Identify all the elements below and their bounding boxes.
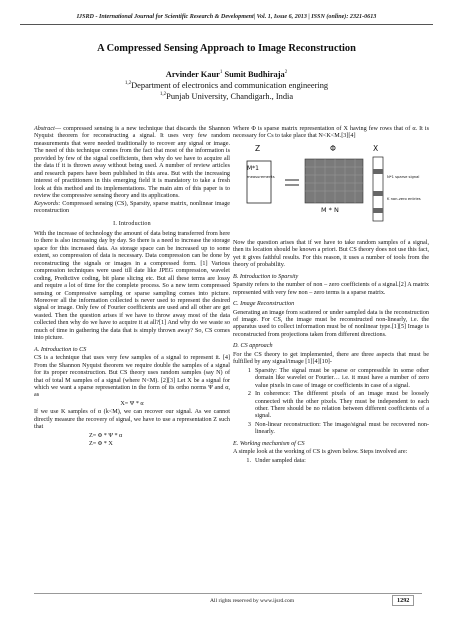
fig-label-x: X	[373, 143, 379, 153]
list-number: 1.	[246, 457, 251, 464]
list-text: Under sampled data:	[255, 457, 306, 464]
x-nonzero-entry	[373, 169, 383, 174]
subsection-heading: D. CS approach	[233, 343, 273, 350]
affil-text: Department of electronics and communication engineering	[131, 81, 329, 90]
affil-sup: 1,2	[159, 92, 167, 98]
fig-label-sparse-signal: N*1 sparse signal	[387, 174, 420, 179]
reconstruction-paragraph: Generating an image from scattered or under sampled data is the reconstruction of image. For CS, the image must be reconstructed non-linearly, i.e. the apparatus used to collect information must be of nonlinear type.[1][5] Image is reconstructed from projections taken from different directions.	[233, 309, 429, 338]
cs-intro-paragraph: CS is a technique that uses very few samples of a signal to represent it. [4] From the Shannon Nyquist theorem we require double the samples of a signal for its proper reconstruction. But CS theory uses random samples (say N) of that of total M samples of a signal (where N<M). [2][3] Let X be a signal for which we want a sparse representation in the form of its ortho norms Ψ and α, as	[34, 355, 230, 399]
abstract-text: — compressed sensing is a new technique that discards the Shannon Nyquist theorem for reconstructing a signal. It uses very few random measurements that were needed traditionally to recover any signal or image. The need of this technique comes from the fact that most of the information is provided by few of the signal coefficients, then why do we have to acquire all the data if it is thrown away without being used. A number of review articles and research papers have been published in this area. But with the increasing interest of practitioners in this emerging field it is mandatory to take a fresh look at this method and its implementations. The main aim of this paper is to review the compressive sensing theory and its applications.	[34, 126, 230, 200]
abstract-label: Abstract	[34, 126, 55, 132]
random-samples-paragraph: Now the question arises that if we have to take random samples of a signal, then its location should be known a priori. But CS theory does not use this fact, yet it gives faithful results. For this reason, it uses a number of tools from the theory of probability.	[233, 239, 429, 269]
paper-title: A Compressed Sensing Approach to Image Reconstruction	[97, 43, 356, 54]
equation: X= Ψ * α	[120, 400, 144, 407]
list-text: Non-linear reconstruction: The image/signal must be recovered non-linearly.	[255, 421, 429, 436]
cs-aspects-list	[233, 368, 429, 437]
equation: Z= Φ * Ψ * α	[89, 432, 123, 439]
fig-label-nonzero: K non-zero entries	[387, 196, 421, 201]
x-nonzero-entry	[373, 191, 383, 196]
mechanism-paragraph: A simple look at the working of CS is given below. Steps involved are:	[233, 449, 408, 456]
list-item	[233, 422, 429, 437]
list-text: Sparsity: The signal must be sparse or compressible in some other domain like wavelet or Fourier… i.e. it must have a number of zero value pixels in case of image or coefficients in case of a signal.	[255, 367, 429, 389]
cs-matrix-figure	[233, 145, 429, 237]
affiliation-department	[0, 81, 453, 90]
header-rule	[20, 24, 433, 25]
subsection-heading: E. Working mechanism of CS	[233, 440, 305, 447]
author-name: Sumit Budhiraja	[224, 70, 285, 79]
footer-rights: All rights reserved by www.ijsrd.com	[210, 598, 295, 604]
phi-matrix	[305, 159, 363, 203]
intro-paragraph: With the increase of technology the amount of data being transferred from here to there is also increasing day by day. So there is a need to increase the storage space for this increased data. As storage space can be increased up to some extent, so compression of data is necessary. Data compression can be done by reconstructing the signals or images in a compressed form. [1] Various compression techniques were used till date like JPEG compression, wavelet coding, Predictive coding, bit plane slicing etc. But all these terms are lossy and require a lot of time for the complete process. So a new term compressed sensing or Compressive sampling or sparse sampling comes into picture. Moreover all the information collected is never used to represent the desired signal or image. Only few of Fourier coefficients are used and all other are get wasted. Then the question arises if we have to throw away most of the data collected then why do we have to acquire it at all?[1] And why do we waste so much of time in gathering the data that is simply thrown away? So, CS comes into picture.	[34, 230, 230, 342]
keywords-label: Keywords:	[34, 200, 61, 207]
page-number: 1292	[392, 595, 414, 606]
list-number: 2	[247, 391, 251, 398]
phi-definition-paragraph: Where Φ is sparse matrix representation of X having few rows that of α. It is necessary for Cs to take place that N<K<M.[3][4]	[233, 126, 429, 140]
cs-approach-paragraph: For the CS theory to get implemented, there are three aspects that must be fulfilled by any signal/image [1][4][10]-	[233, 351, 429, 366]
list-number: 3	[247, 421, 251, 428]
subsection-heading: A. Introduction to CS	[34, 346, 87, 353]
cs-intro-paragraph-2: If we use K samples of α (k<M), we can recover our signal. As we cannot directly measure the recovery of signal, we have to use a representation Z such that	[34, 409, 230, 431]
fig-label-z: Z	[255, 143, 261, 153]
section-heading-introduction: I. Introduction	[113, 221, 151, 228]
cs-matrix-diagram	[233, 145, 429, 237]
list-number: 1	[247, 367, 251, 374]
equation: Z= Φ * X	[89, 441, 113, 448]
subsection-heading: B. Introduction to Sparsity	[233, 273, 299, 280]
author-name: Arvinder Kaur	[165, 70, 220, 79]
fig-label-m1: M*1	[247, 164, 259, 172]
author-list	[0, 70, 453, 79]
list-item	[233, 368, 429, 390]
abstract	[34, 126, 230, 201]
fig-label-phi: Φ	[330, 143, 336, 153]
list-text: In coherence: The different pixels of an image must be loosely connected with the other pixels. They must be independent to each other. There should be no relation between different coefficients of a signal.	[255, 391, 429, 420]
affil-text: Punjab University, Chandigarh., India	[166, 92, 294, 101]
author-affil-sup: 1	[219, 70, 223, 76]
fig-label-mn: M * N	[321, 205, 339, 214]
subsection-heading: C. Image Reconstruction	[233, 301, 295, 308]
right-column	[233, 126, 429, 466]
affiliation-university	[0, 92, 453, 101]
footer-rule	[34, 593, 422, 594]
keywords-text: Compressed sensing (CS), Sparsity, sparse matrix, nonlinear image reconstruction	[34, 200, 230, 214]
list-item	[233, 458, 429, 465]
left-column	[34, 126, 230, 450]
running-header: IJSRD - International Journal for Scientific Research & Development| Vol. 1, Issue 6, 2013 | ISSN (online): 2321-0613	[76, 14, 377, 20]
keywords	[34, 201, 230, 216]
author-affil-sup: 2	[284, 70, 288, 76]
x-nonzero-entry	[373, 208, 383, 213]
sparsity-paragraph: Sparsity refers to the number of non – zero coefficients of a signal.[2] A matrix represented with very few non – zero terms is a sparse matrix.	[233, 282, 429, 296]
affil-sup: 1,2	[124, 81, 132, 87]
list-item	[233, 391, 429, 421]
fig-label-measurements: measurements	[247, 174, 275, 179]
